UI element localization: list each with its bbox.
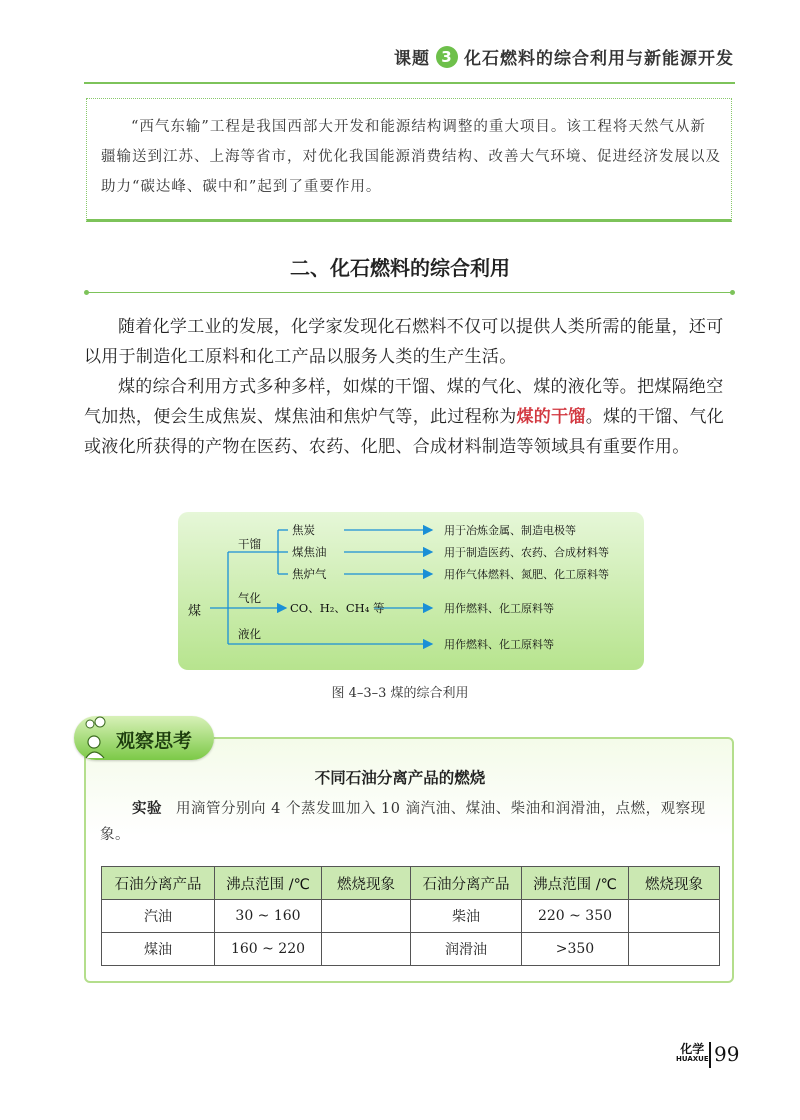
experiment-text: 用滴管分别向 4 个蒸发皿加入 10 滴汽油、煤油、柴油和润滑油，点燃，观察现象。 [100,801,706,843]
footer-subject-pinyin: HUAXUE [676,1055,709,1063]
paragraph-2-start: 煤的综合利用方式多种多样，如煤的干馏、煤的气化、煤的液化等。把煤隔绝空气加热，便会生成焦炭、煤焦油和焦炉气等，此过程称为 [84,377,724,427]
header-combustion: 燃烧现象 [322,867,411,900]
diagram-branch-gasify: 气化 [238,591,261,605]
experiment-heading: 不同石油分离产品的燃烧 [314,768,486,787]
diagram-use-tar: 用于制造医药、农药、合成材料等 [444,546,609,559]
key-term-dry-distillation: 煤的干馏 [516,407,586,427]
lesson-prefix: 课题 [394,49,430,69]
page-number: 99 [714,1042,740,1066]
diagram-product-tar: 煤焦油 [292,545,327,559]
lesson-number-badge: 3 [436,46,458,68]
footer-subject-cn: 化学 [680,1042,705,1056]
divider-dot-right [730,290,735,295]
observe-think-title: 观察思考 [116,730,193,752]
diagram-product-gas: 焦炉气 [292,567,327,581]
petroleum-table-left [101,866,411,966]
header-product: 石油分离产品 [102,867,215,900]
header-boiling-range: 沸点范围 /℃ [522,867,629,900]
diagram-product-coke: 焦炭 [292,523,315,537]
experiment-label: 实验 [132,801,162,817]
diagram-use-coke: 用于冶炼金属、制造电极等 [444,524,576,537]
cell-combustion[interactable] [629,933,720,966]
coal-utilization-diagram [178,512,644,670]
header-combustion: 燃烧现象 [629,867,720,900]
cell-product: 煤油 [102,933,215,966]
header-product: 石油分离产品 [411,867,522,900]
divider-dot-left [84,290,89,295]
footer-divider [709,1042,711,1068]
table-row [411,900,720,933]
lesson-title: 化石燃料的综合利用与新能源开发 [464,49,734,69]
cell-boiling-range: 30 ~ 160 [215,900,322,933]
footer-subject [676,1044,709,1064]
table-row [102,933,411,966]
paragraph-1: 随着化学工业的发展，化学家发现化石燃料不仅可以提供人类所需的能量，还可以用于制造化工原料和化工产品以服务人类的生产生活。 [84,317,724,367]
diagram-use-liquefy: 用作燃料、化工原料等 [444,638,554,651]
diagram-product-syngas: CO、H₂、CH₄ 等 [290,601,385,615]
intro-box-text: “西气东输”工程是我国西部大开发和能源结构调整的重大项目。该工程将天然气从新疆输送到江苏、上海等省市，对优化我国能源消费结构、改善大气环境、促进经济发展以及助力“碳达峰、碳中和”起到了重要作用。 [101,119,721,195]
cell-boiling-range: 160 ~ 220 [215,933,322,966]
table-header-row [411,867,720,900]
header-divider [84,82,735,84]
section-heading: 二、化石燃料的综合利用 [290,256,510,280]
petroleum-table-right [410,866,720,966]
cell-boiling-range: 220 ~ 350 [522,900,629,933]
paragraph-2 [84,372,736,462]
paragraph-2-end: 。煤的干馏、气化或液化所获得的产物在医药、农药、化肥、合成材料制造等领域具有重要作用。 [84,407,725,457]
diagram-root-coal: 煤 [188,604,202,619]
diagram-use-gas: 用作气体燃料、氮肥、化工原料等 [444,568,609,581]
diagram-branch-dry: 干馏 [238,537,261,551]
cell-product: 柴油 [411,900,522,933]
table-header-row [102,867,411,900]
diagram-use-gasify: 用作燃料、化工原料等 [444,602,554,615]
section-divider [86,292,732,293]
cell-boiling-range: >350 [522,933,629,966]
thinking-person-icon [78,716,118,760]
lesson-header [394,44,734,69]
cell-product: 润滑油 [411,933,522,966]
diagram-branch-liquefy: 液化 [238,627,261,641]
table-row [411,933,720,966]
cell-combustion[interactable] [322,933,411,966]
cell-product: 汽油 [102,900,215,933]
figure-caption: 图 4–3–3 煤的综合利用 [331,686,469,701]
experiment-paragraph [100,796,720,848]
header-boiling-range: 沸点范围 /℃ [215,867,322,900]
cell-combustion[interactable] [322,900,411,933]
cell-combustion[interactable] [629,900,720,933]
table-row [102,900,411,933]
